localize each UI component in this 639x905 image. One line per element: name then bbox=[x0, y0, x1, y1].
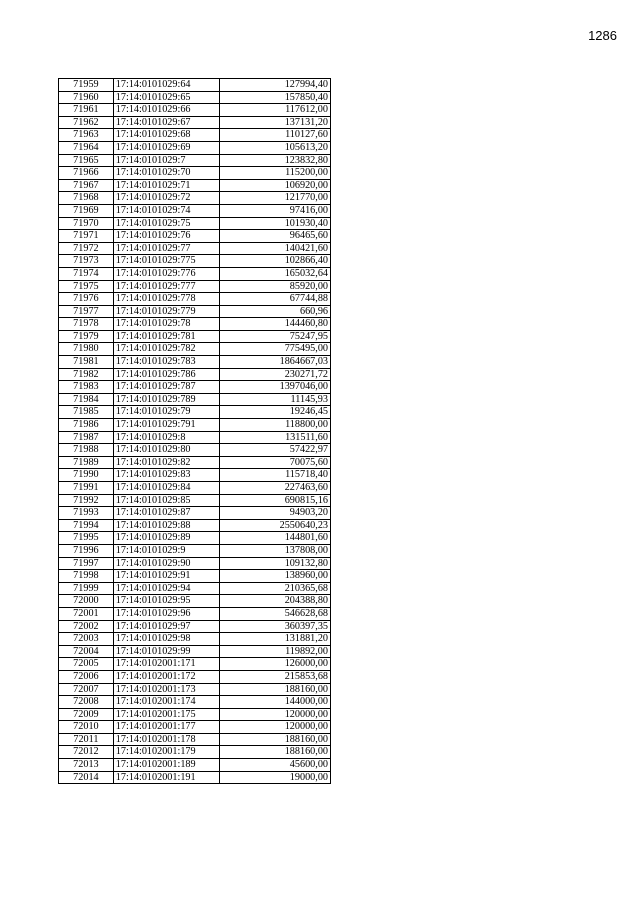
row-number-cell: 71998 bbox=[59, 570, 114, 583]
row-number-cell: 72008 bbox=[59, 696, 114, 709]
row-number-cell: 71960 bbox=[59, 91, 114, 104]
table-row bbox=[59, 733, 331, 746]
table-row bbox=[59, 570, 331, 583]
cadastral-number-cell: 17:14:0102001:179 bbox=[113, 746, 220, 759]
cadastral-number-cell: 17:14:0102001:171 bbox=[113, 658, 220, 671]
cadastral-number-cell: 17:14:0101029:71 bbox=[113, 179, 220, 192]
cadastral-value-cell: 120000,00 bbox=[220, 721, 331, 734]
cadastral-number-cell: 17:14:0101029:775 bbox=[113, 255, 220, 268]
table-row bbox=[59, 708, 331, 721]
cadastral-value-cell: 94903,20 bbox=[220, 507, 331, 520]
cadastral-number-cell: 17:14:0101029:7 bbox=[113, 154, 220, 167]
cadastral-value-cell: 775495,00 bbox=[220, 343, 331, 356]
cadastral-value-cell: 101930,40 bbox=[220, 217, 331, 230]
row-number-cell: 71999 bbox=[59, 582, 114, 595]
cadastral-number-cell: 17:14:0101029:74 bbox=[113, 204, 220, 217]
page-number: 1286 bbox=[588, 28, 617, 43]
cadastral-number-cell: 17:14:0101029:781 bbox=[113, 330, 220, 343]
row-number-cell: 72000 bbox=[59, 595, 114, 608]
cadastral-number-cell: 17:14:0102001:178 bbox=[113, 733, 220, 746]
row-number-cell: 72004 bbox=[59, 645, 114, 658]
cadastral-value-cell: 230271,72 bbox=[220, 368, 331, 381]
cadastral-number-cell: 17:14:0102001:177 bbox=[113, 721, 220, 734]
table-row bbox=[59, 658, 331, 671]
table-row bbox=[59, 431, 331, 444]
row-number-cell: 71993 bbox=[59, 507, 114, 520]
row-number-cell: 71972 bbox=[59, 242, 114, 255]
table-row bbox=[59, 368, 331, 381]
row-number-cell: 71985 bbox=[59, 406, 114, 419]
cadastral-number-cell: 17:14:0101029:776 bbox=[113, 267, 220, 280]
row-number-cell: 71965 bbox=[59, 154, 114, 167]
row-number-cell: 71987 bbox=[59, 431, 114, 444]
table-row bbox=[59, 557, 331, 570]
cadastral-value-cell: 137808,00 bbox=[220, 544, 331, 557]
cadastral-value-cell: 118800,00 bbox=[220, 419, 331, 432]
cadastral-number-cell: 17:14:0101029:66 bbox=[113, 104, 220, 117]
cadastral-number-cell: 17:14:0101029:786 bbox=[113, 368, 220, 381]
cadastral-number-cell: 17:14:0101029:91 bbox=[113, 570, 220, 583]
cadastral-value-cell: 102866,40 bbox=[220, 255, 331, 268]
cadastral-value-cell: 690815,16 bbox=[220, 494, 331, 507]
row-number-cell: 71969 bbox=[59, 204, 114, 217]
cadastral-value-cell: 165032,64 bbox=[220, 267, 331, 280]
row-number-cell: 71990 bbox=[59, 469, 114, 482]
cadastral-value-cell: 360397,35 bbox=[220, 620, 331, 633]
row-number-cell: 71979 bbox=[59, 330, 114, 343]
table-row bbox=[59, 192, 331, 205]
cadastral-number-cell: 17:14:0102001:189 bbox=[113, 759, 220, 772]
cadastral-value-cell: 188160,00 bbox=[220, 746, 331, 759]
cadastral-number-cell: 17:14:0101029:77 bbox=[113, 242, 220, 255]
table-row bbox=[59, 519, 331, 532]
table-row bbox=[59, 607, 331, 620]
table-row bbox=[59, 381, 331, 394]
table-row bbox=[59, 167, 331, 180]
row-number-cell: 71970 bbox=[59, 217, 114, 230]
table-row bbox=[59, 419, 331, 432]
table-row bbox=[59, 444, 331, 457]
table-row bbox=[59, 242, 331, 255]
cadastral-value-cell: 97416,00 bbox=[220, 204, 331, 217]
row-number-cell: 71959 bbox=[59, 79, 114, 92]
cadastral-number-cell: 17:14:0101029:97 bbox=[113, 620, 220, 633]
cadastral-value-cell: 67744,88 bbox=[220, 293, 331, 306]
cadastral-value-cell: 57422,97 bbox=[220, 444, 331, 457]
table-row bbox=[59, 620, 331, 633]
table-row bbox=[59, 141, 331, 154]
row-number-cell: 72005 bbox=[59, 658, 114, 671]
table-row bbox=[59, 330, 331, 343]
cadastral-number-cell: 17:14:0101029:65 bbox=[113, 91, 220, 104]
cadastral-value-cell: 110127,60 bbox=[220, 129, 331, 142]
row-number-cell: 71967 bbox=[59, 179, 114, 192]
cadastral-value-cell: 138960,00 bbox=[220, 570, 331, 583]
table-row bbox=[59, 280, 331, 293]
cadastral-value-cell: 144000,00 bbox=[220, 696, 331, 709]
cadastral-value-cell: 660,96 bbox=[220, 305, 331, 318]
row-number-cell: 72010 bbox=[59, 721, 114, 734]
table-row bbox=[59, 595, 331, 608]
cadastral-number-cell: 17:14:0102001:172 bbox=[113, 670, 220, 683]
row-number-cell: 71973 bbox=[59, 255, 114, 268]
cadastral-number-cell: 17:14:0101029:85 bbox=[113, 494, 220, 507]
table-row bbox=[59, 217, 331, 230]
row-number-cell: 72014 bbox=[59, 771, 114, 784]
table-row bbox=[59, 305, 331, 318]
cadastral-number-cell: 17:14:0101029:79 bbox=[113, 406, 220, 419]
table-row bbox=[59, 393, 331, 406]
cadastral-value-cell: 115200,00 bbox=[220, 167, 331, 180]
cadastral-number-cell: 17:14:0101029:70 bbox=[113, 167, 220, 180]
cadastral-value-table bbox=[58, 78, 331, 784]
table-row bbox=[59, 154, 331, 167]
table-row bbox=[59, 318, 331, 331]
row-number-cell: 71974 bbox=[59, 267, 114, 280]
cadastral-value-cell: 105613,20 bbox=[220, 141, 331, 154]
cadastral-value-cell: 140421,60 bbox=[220, 242, 331, 255]
row-number-cell: 71977 bbox=[59, 305, 114, 318]
cadastral-number-cell: 17:14:0101029:84 bbox=[113, 482, 220, 495]
table-row bbox=[59, 532, 331, 545]
cadastral-number-cell: 17:14:0101029:76 bbox=[113, 230, 220, 243]
row-number-cell: 72009 bbox=[59, 708, 114, 721]
cadastral-number-cell: 17:14:0101029:80 bbox=[113, 444, 220, 457]
table-row bbox=[59, 116, 331, 129]
row-number-cell: 71996 bbox=[59, 544, 114, 557]
row-number-cell: 71978 bbox=[59, 318, 114, 331]
table-row bbox=[59, 696, 331, 709]
cadastral-number-cell: 17:14:0101029:94 bbox=[113, 582, 220, 595]
row-number-cell: 71971 bbox=[59, 230, 114, 243]
cadastral-value-cell: 96465,60 bbox=[220, 230, 331, 243]
row-number-cell: 71976 bbox=[59, 293, 114, 306]
row-number-cell: 72007 bbox=[59, 683, 114, 696]
table-row bbox=[59, 343, 331, 356]
cadastral-number-cell: 17:14:0101029:67 bbox=[113, 116, 220, 129]
table-row bbox=[59, 91, 331, 104]
table-row bbox=[59, 293, 331, 306]
row-number-cell: 71992 bbox=[59, 494, 114, 507]
cadastral-value-cell: 120000,00 bbox=[220, 708, 331, 721]
table-row bbox=[59, 482, 331, 495]
cadastral-value-cell: 85920,00 bbox=[220, 280, 331, 293]
table-row bbox=[59, 255, 331, 268]
cadastral-value-cell: 546628,68 bbox=[220, 607, 331, 620]
cadastral-value-cell: 117612,00 bbox=[220, 104, 331, 117]
table-row bbox=[59, 230, 331, 243]
cadastral-number-cell: 17:14:0101029:9 bbox=[113, 544, 220, 557]
cadastral-value-cell: 131511,60 bbox=[220, 431, 331, 444]
cadastral-number-cell: 17:14:0102001:191 bbox=[113, 771, 220, 784]
cadastral-value-cell: 126000,00 bbox=[220, 658, 331, 671]
row-number-cell: 71968 bbox=[59, 192, 114, 205]
cadastral-value-cell: 11145,93 bbox=[220, 393, 331, 406]
row-number-cell: 71984 bbox=[59, 393, 114, 406]
cadastral-number-cell: 17:14:0101029:90 bbox=[113, 557, 220, 570]
cadastral-value-cell: 1864667,03 bbox=[220, 356, 331, 369]
cadastral-number-cell: 17:14:0101029:98 bbox=[113, 633, 220, 646]
row-number-cell: 71961 bbox=[59, 104, 114, 117]
table-row bbox=[59, 267, 331, 280]
row-number-cell: 71982 bbox=[59, 368, 114, 381]
table-row bbox=[59, 582, 331, 595]
cadastral-value-cell: 188160,00 bbox=[220, 683, 331, 696]
cadastral-value-cell: 45600,00 bbox=[220, 759, 331, 772]
cadastral-number-cell: 17:14:0101029:8 bbox=[113, 431, 220, 444]
table-row bbox=[59, 356, 331, 369]
row-number-cell: 72013 bbox=[59, 759, 114, 772]
cadastral-value-cell: 144801,60 bbox=[220, 532, 331, 545]
table-row bbox=[59, 645, 331, 658]
table-row bbox=[59, 104, 331, 117]
cadastral-number-cell: 17:14:0101029:89 bbox=[113, 532, 220, 545]
cadastral-number-cell: 17:14:0101029:95 bbox=[113, 595, 220, 608]
cadastral-number-cell: 17:14:0102001:174 bbox=[113, 696, 220, 709]
table-row bbox=[59, 129, 331, 142]
table-row bbox=[59, 79, 331, 92]
table-body bbox=[59, 79, 331, 784]
table-row bbox=[59, 469, 331, 482]
table-row bbox=[59, 721, 331, 734]
cadastral-value-cell: 70075,60 bbox=[220, 456, 331, 469]
cadastral-value-cell: 1397046,00 bbox=[220, 381, 331, 394]
table-row bbox=[59, 204, 331, 217]
row-number-cell: 71983 bbox=[59, 381, 114, 394]
cadastral-value-cell: 123832,80 bbox=[220, 154, 331, 167]
table-row bbox=[59, 759, 331, 772]
cadastral-value-cell: 119892,00 bbox=[220, 645, 331, 658]
cadastral-value-cell: 131881,20 bbox=[220, 633, 331, 646]
row-number-cell: 71975 bbox=[59, 280, 114, 293]
cadastral-value-cell: 137131,20 bbox=[220, 116, 331, 129]
table-row bbox=[59, 179, 331, 192]
row-number-cell: 72012 bbox=[59, 746, 114, 759]
row-number-cell: 72006 bbox=[59, 670, 114, 683]
row-number-cell: 72002 bbox=[59, 620, 114, 633]
table-row bbox=[59, 507, 331, 520]
cadastral-number-cell: 17:14:0101029:78 bbox=[113, 318, 220, 331]
cadastral-number-cell: 17:14:0101029:68 bbox=[113, 129, 220, 142]
row-number-cell: 71989 bbox=[59, 456, 114, 469]
cadastral-value-cell: 144460,80 bbox=[220, 318, 331, 331]
table-row bbox=[59, 544, 331, 557]
cadastral-number-cell: 17:14:0101029:789 bbox=[113, 393, 220, 406]
cadastral-number-cell: 17:14:0101029:75 bbox=[113, 217, 220, 230]
table-row bbox=[59, 456, 331, 469]
row-number-cell: 71994 bbox=[59, 519, 114, 532]
cadastral-number-cell: 17:14:0101029:783 bbox=[113, 356, 220, 369]
cadastral-number-cell: 17:14:0101029:83 bbox=[113, 469, 220, 482]
row-number-cell: 71995 bbox=[59, 532, 114, 545]
cadastral-number-cell: 17:14:0101029:69 bbox=[113, 141, 220, 154]
cadastral-number-cell: 17:14:0101029:82 bbox=[113, 456, 220, 469]
row-number-cell: 71981 bbox=[59, 356, 114, 369]
table-row bbox=[59, 494, 331, 507]
row-number-cell: 72001 bbox=[59, 607, 114, 620]
cadastral-value-cell: 115718,40 bbox=[220, 469, 331, 482]
row-number-cell: 71962 bbox=[59, 116, 114, 129]
cadastral-value-cell: 121770,00 bbox=[220, 192, 331, 205]
cadastral-value-cell: 106920,00 bbox=[220, 179, 331, 192]
cadastral-number-cell: 17:14:0101029:777 bbox=[113, 280, 220, 293]
cadastral-value-cell: 19000,00 bbox=[220, 771, 331, 784]
cadastral-value-cell: 157850,40 bbox=[220, 91, 331, 104]
cadastral-value-cell: 127994,40 bbox=[220, 79, 331, 92]
cadastral-number-cell: 17:14:0101029:791 bbox=[113, 419, 220, 432]
cadastral-value-cell: 2550640,23 bbox=[220, 519, 331, 532]
cadastral-number-cell: 17:14:0101029:779 bbox=[113, 305, 220, 318]
cadastral-number-cell: 17:14:0101029:64 bbox=[113, 79, 220, 92]
table-row bbox=[59, 633, 331, 646]
cadastral-value-cell: 19246,45 bbox=[220, 406, 331, 419]
cadastral-number-cell: 17:14:0101029:782 bbox=[113, 343, 220, 356]
table-row bbox=[59, 406, 331, 419]
cadastral-value-cell: 227463,60 bbox=[220, 482, 331, 495]
table-row bbox=[59, 746, 331, 759]
row-number-cell: 71980 bbox=[59, 343, 114, 356]
cadastral-value-cell: 188160,00 bbox=[220, 733, 331, 746]
cadastral-number-cell: 17:14:0102001:173 bbox=[113, 683, 220, 696]
table-row bbox=[59, 683, 331, 696]
cadastral-number-cell: 17:14:0101029:87 bbox=[113, 507, 220, 520]
row-number-cell: 71964 bbox=[59, 141, 114, 154]
cadastral-number-cell: 17:14:0101029:72 bbox=[113, 192, 220, 205]
table-row bbox=[59, 771, 331, 784]
row-number-cell: 71963 bbox=[59, 129, 114, 142]
cadastral-number-cell: 17:14:0101029:778 bbox=[113, 293, 220, 306]
cadastral-value-cell: 75247,95 bbox=[220, 330, 331, 343]
row-number-cell: 71997 bbox=[59, 557, 114, 570]
cadastral-value-cell: 215853,68 bbox=[220, 670, 331, 683]
row-number-cell: 71988 bbox=[59, 444, 114, 457]
row-number-cell: 71991 bbox=[59, 482, 114, 495]
cadastral-number-cell: 17:14:0102001:175 bbox=[113, 708, 220, 721]
cadastral-value-cell: 204388,80 bbox=[220, 595, 331, 608]
cadastral-number-cell: 17:14:0101029:96 bbox=[113, 607, 220, 620]
table-row bbox=[59, 670, 331, 683]
cadastral-value-cell: 210365,68 bbox=[220, 582, 331, 595]
row-number-cell: 71986 bbox=[59, 419, 114, 432]
cadastral-value-cell: 109132,80 bbox=[220, 557, 331, 570]
cadastral-number-cell: 17:14:0101029:787 bbox=[113, 381, 220, 394]
row-number-cell: 71966 bbox=[59, 167, 114, 180]
cadastral-number-cell: 17:14:0101029:88 bbox=[113, 519, 220, 532]
row-number-cell: 72003 bbox=[59, 633, 114, 646]
cadastral-number-cell: 17:14:0101029:99 bbox=[113, 645, 220, 658]
row-number-cell: 72011 bbox=[59, 733, 114, 746]
